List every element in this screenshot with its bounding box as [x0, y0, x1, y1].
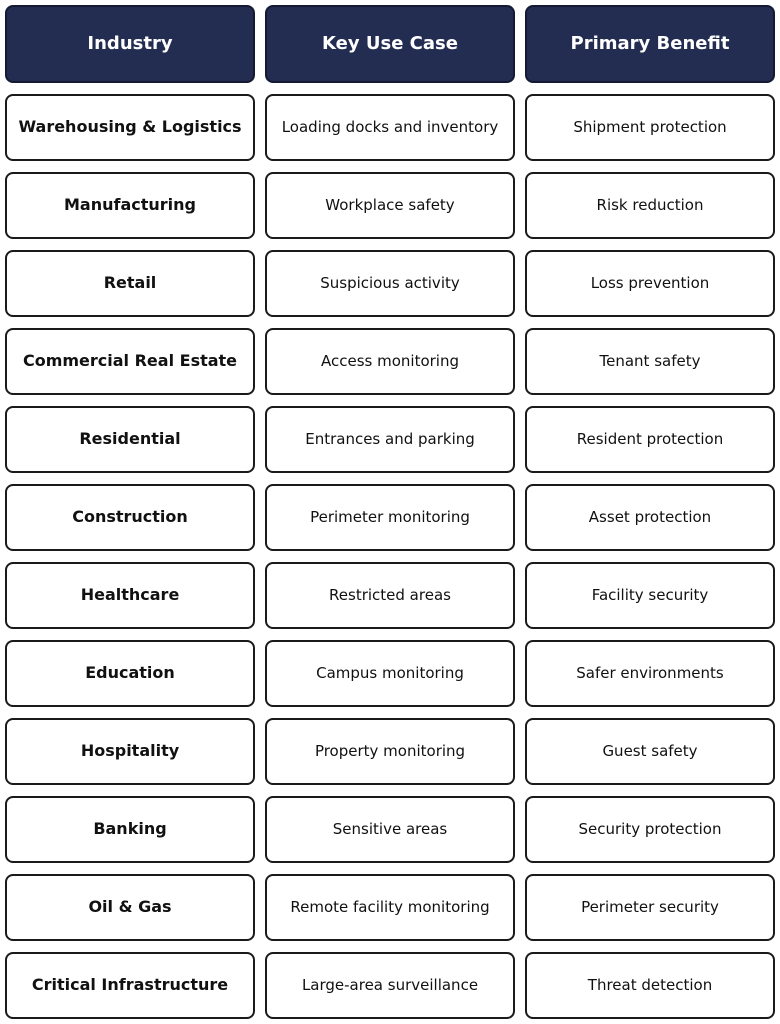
use-case-cell: Entrances and parking — [265, 406, 515, 473]
benefit-cell: Resident protection — [525, 406, 775, 473]
benefit-cell: Shipment protection — [525, 94, 775, 161]
industry-cell: Hospitality — [5, 718, 255, 785]
industry-cell: Warehousing & Logistics — [5, 94, 255, 161]
benefit-cell: Safer environments — [525, 640, 775, 707]
benefit-cell: Risk reduction — [525, 172, 775, 239]
use-case-cell: Large-area surveillance — [265, 952, 515, 1019]
industry-cell: Construction — [5, 484, 255, 551]
benefit-cell: Guest safety — [525, 718, 775, 785]
use-case-cell: Property monitoring — [265, 718, 515, 785]
use-case-cell: Workplace safety — [265, 172, 515, 239]
benefit-cell: Asset protection — [525, 484, 775, 551]
industry-cell: Residential — [5, 406, 255, 473]
benefit-cell: Security protection — [525, 796, 775, 863]
industry-cell: Manufacturing — [5, 172, 255, 239]
industry-cell: Commercial Real Estate — [5, 328, 255, 395]
use-case-cell: Sensitive areas — [265, 796, 515, 863]
industry-cell: Healthcare — [5, 562, 255, 629]
use-case-cell: Remote facility monitoring — [265, 874, 515, 941]
header-primary-benefit: Primary Benefit — [525, 5, 775, 83]
benefit-cell: Loss prevention — [525, 250, 775, 317]
industry-cell: Banking — [5, 796, 255, 863]
use-case-cell: Access monitoring — [265, 328, 515, 395]
industry-cell: Oil & Gas — [5, 874, 255, 941]
benefit-cell: Tenant safety — [525, 328, 775, 395]
use-case-cell: Perimeter monitoring — [265, 484, 515, 551]
use-case-cell: Loading docks and inventory — [265, 94, 515, 161]
industry-cell: Retail — [5, 250, 255, 317]
industry-cell: Education — [5, 640, 255, 707]
header-key-use-case: Key Use Case — [265, 5, 515, 83]
benefit-cell: Threat detection — [525, 952, 775, 1019]
use-case-cell: Suspicious activity — [265, 250, 515, 317]
header-industry: Industry — [5, 5, 255, 83]
industry-cell: Critical Infrastructure — [5, 952, 255, 1019]
use-case-cell: Restricted areas — [265, 562, 515, 629]
use-case-cell: Campus monitoring — [265, 640, 515, 707]
benefit-cell: Facility security — [525, 562, 775, 629]
benefit-cell: Perimeter security — [525, 874, 775, 941]
